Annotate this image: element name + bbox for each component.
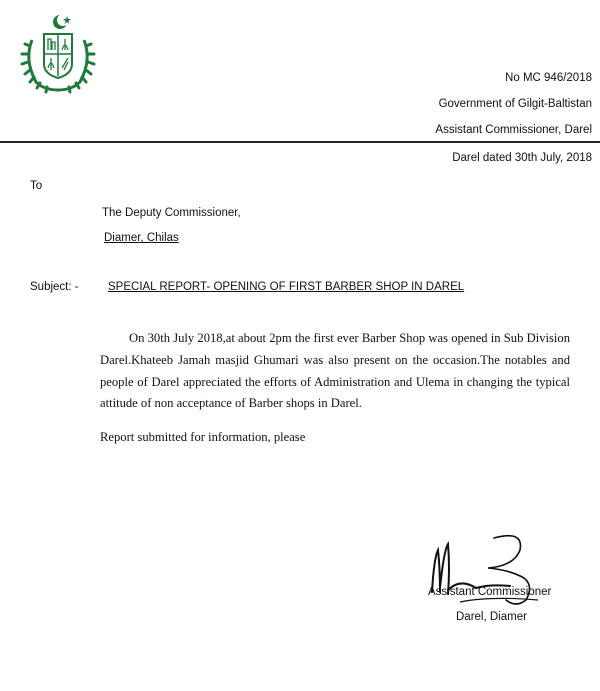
header-divider (0, 141, 600, 143)
subject-text: SPECIAL REPORT- OPENING OF FIRST BARBER SHOP IN DAREL (108, 281, 465, 293)
to-label: To (30, 180, 43, 192)
subject-label: Subject: - (30, 281, 79, 293)
government-emblem (18, 12, 98, 94)
closing-line: Report submitted for information, please (100, 430, 306, 444)
report-body: On 30th July 2018,at about 2pm the first ever Barber Shop was opened in Sub Division Darel.Khateeb Jamah masjid Ghumari was also present on the occasion.The notables and people of Darel appreciated the efforts of Administration and Ulema in changing the typical attitude of non acceptance of Barber shops in Darel. (100, 331, 570, 411)
reference-number: No MC 946/2018 (505, 72, 592, 84)
emblem-icon (18, 12, 98, 94)
recipient-title: The Deputy Commissioner, (102, 207, 241, 219)
office-name: Assistant Commissioner, Darel (435, 124, 592, 136)
government-name: Government of Gilgit-Baltistan (438, 98, 592, 110)
signatory-title: Assistant Commissioner (428, 586, 552, 598)
signatory-place: Darel, Diamer (456, 611, 527, 623)
recipient-location: Diamer, Chilas (104, 232, 179, 244)
date-line: Darel dated 30th July, 2018 (452, 152, 592, 164)
